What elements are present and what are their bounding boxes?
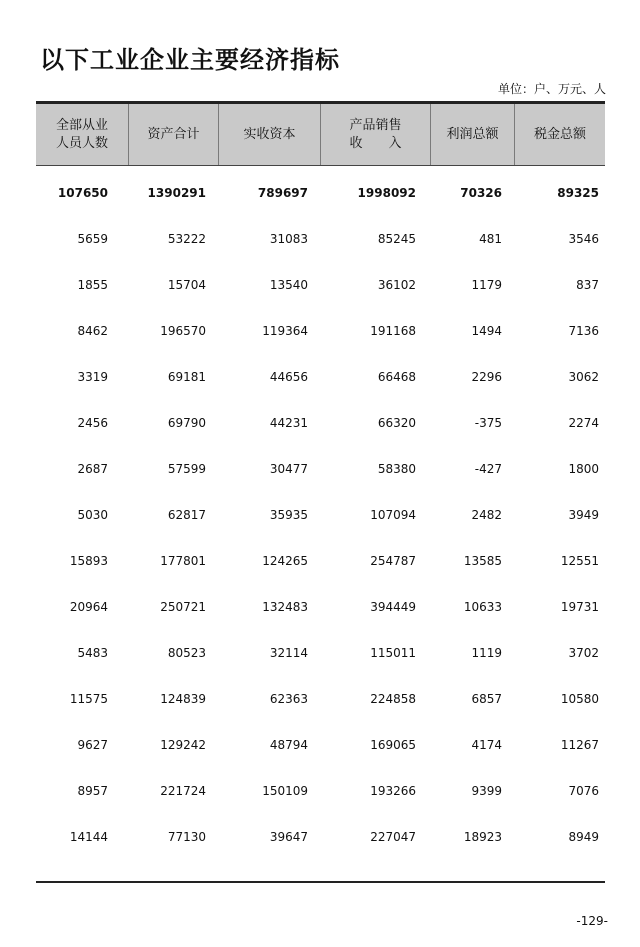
page-title: 以下工业企业主要经济指标 (40, 45, 340, 74)
cell-employees: 20964 (69, 600, 108, 614)
cell-total-tax: 1800 (568, 462, 599, 476)
cell-employees: 2456 (77, 416, 108, 430)
cell-total-profit: 1179 (471, 278, 502, 292)
cell-paid-in-capital: 48794 (269, 738, 308, 752)
cell-total-tax: 7136 (568, 324, 599, 338)
cell-total-assets: 15704 (167, 278, 206, 292)
cell-paid-in-capital: 31083 (269, 232, 308, 246)
cell-paid-in-capital: 119364 (262, 324, 308, 338)
cell-employees: 15893 (69, 554, 108, 568)
table-row (36, 216, 605, 262)
cell-total-profit: 70326 (460, 186, 502, 200)
cell-total-profit: 2296 (471, 370, 502, 384)
cell-paid-in-capital: 44656 (269, 370, 308, 384)
cell-total-tax: 89325 (557, 186, 599, 200)
cell-paid-in-capital: 30477 (269, 462, 308, 476)
table-row-total (36, 170, 605, 216)
cell-employees: 5659 (77, 232, 108, 246)
cell-employees: 2687 (77, 462, 108, 476)
cell-total-assets: 80523 (167, 646, 206, 660)
table-row (36, 262, 605, 308)
table-row (36, 768, 605, 814)
cell-total-profit: 18923 (463, 830, 502, 844)
table-row (36, 446, 605, 492)
cell-employees: 1855 (77, 278, 108, 292)
cell-total-assets: 57599 (167, 462, 206, 476)
cell-total-assets: 221724 (160, 784, 206, 798)
cell-total-profit: 1119 (471, 646, 502, 660)
cell-total-assets: 69181 (167, 370, 206, 384)
cell-employees: 8957 (77, 784, 108, 798)
cell-total-profit: 2482 (471, 508, 502, 522)
cell-sales-revenue: 1998092 (357, 186, 416, 200)
cell-total-assets: 129242 (160, 738, 206, 752)
cell-total-assets: 69790 (167, 416, 206, 430)
cell-total-tax: 3546 (568, 232, 599, 246)
cell-sales-revenue: 85245 (377, 232, 416, 246)
cell-total-assets: 77130 (167, 830, 206, 844)
cell-total-profit: 10633 (463, 600, 502, 614)
cell-sales-revenue: 227047 (370, 830, 416, 844)
cell-total-profit: -375 (474, 416, 502, 430)
cell-paid-in-capital: 150109 (262, 784, 308, 798)
cell-total-tax: 837 (576, 278, 599, 292)
cell-sales-revenue: 193266 (370, 784, 416, 798)
table-bottom-rule (36, 881, 605, 883)
cell-sales-revenue: 36102 (377, 278, 416, 292)
cell-sales-revenue: 191168 (370, 324, 416, 338)
cell-employees: 107650 (57, 186, 108, 200)
cell-employees: 14144 (69, 830, 108, 844)
unit-note: 单位：户、万元、人 (497, 82, 606, 96)
table-body (36, 170, 605, 860)
cell-total-profit: -427 (474, 462, 502, 476)
cell-employees: 9627 (77, 738, 108, 752)
cell-paid-in-capital: 132483 (262, 600, 308, 614)
cell-paid-in-capital: 32114 (269, 646, 308, 660)
cell-sales-revenue: 115011 (370, 646, 416, 660)
header-total-tax: 税金总额 (514, 104, 605, 165)
cell-total-tax: 11267 (560, 738, 599, 752)
cell-sales-revenue: 394449 (370, 600, 416, 614)
header-employees: 全部从业 人员人数 (55, 117, 108, 151)
cell-total-tax: 10580 (560, 692, 599, 706)
cell-total-assets: 53222 (167, 232, 206, 246)
cell-paid-in-capital: 35935 (269, 508, 308, 522)
header-total-profit: 利润总额 (430, 104, 514, 165)
cell-total-profit: 9399 (471, 784, 502, 798)
cell-sales-revenue: 107094 (370, 508, 416, 522)
table-row (36, 676, 605, 722)
cell-employees: 11575 (69, 692, 108, 706)
table-row (36, 814, 605, 860)
header-sales-revenue: 产品销售 收 入 (320, 104, 430, 165)
cell-total-profit: 13585 (463, 554, 502, 568)
cell-employees: 3319 (77, 370, 108, 384)
table-row (36, 354, 605, 400)
cell-total-tax: 3949 (568, 508, 599, 522)
cell-paid-in-capital: 13540 (269, 278, 308, 292)
page-number: -129- (576, 914, 608, 928)
header-paid-in-capital: 实收资本 (218, 104, 320, 165)
cell-sales-revenue: 254787 (370, 554, 416, 568)
table-header (36, 104, 605, 166)
cell-sales-revenue: 224858 (370, 692, 416, 706)
cell-employees: 8462 (77, 324, 108, 338)
table-row (36, 308, 605, 354)
cell-employees: 5483 (77, 646, 108, 660)
cell-total-assets: 250721 (160, 600, 206, 614)
table-row (36, 584, 605, 630)
table-row (36, 722, 605, 768)
cell-total-tax: 12551 (560, 554, 599, 568)
cell-total-assets: 1390291 (147, 186, 206, 200)
cell-sales-revenue: 66468 (377, 370, 416, 384)
cell-sales-revenue: 58380 (377, 462, 416, 476)
cell-paid-in-capital: 44231 (269, 416, 308, 430)
cell-sales-revenue: 169065 (370, 738, 416, 752)
cell-total-profit: 1494 (471, 324, 502, 338)
cell-paid-in-capital: 62363 (269, 692, 308, 706)
cell-total-tax: 3062 (568, 370, 599, 384)
cell-total-profit: 6857 (471, 692, 502, 706)
cell-total-profit: 481 (479, 232, 502, 246)
cell-employees: 5030 (77, 508, 108, 522)
cell-sales-revenue: 66320 (377, 416, 416, 430)
cell-total-tax: 19731 (560, 600, 599, 614)
header-total-assets: 资产合计 (128, 104, 218, 165)
cell-total-tax: 7076 (568, 784, 599, 798)
cell-total-tax: 2274 (568, 416, 599, 430)
table-row (36, 630, 605, 676)
cell-total-assets: 124839 (160, 692, 206, 706)
cell-paid-in-capital: 39647 (269, 830, 308, 844)
cell-total-assets: 177801 (160, 554, 206, 568)
table-row (36, 492, 605, 538)
cell-paid-in-capital: 789697 (257, 186, 308, 200)
cell-total-tax: 3702 (568, 646, 599, 660)
cell-paid-in-capital: 124265 (262, 554, 308, 568)
cell-total-assets: 62817 (167, 508, 206, 522)
table-row (36, 400, 605, 446)
table-row (36, 538, 605, 584)
cell-total-profit: 4174 (471, 738, 502, 752)
cell-total-assets: 196570 (160, 324, 206, 338)
cell-total-tax: 8949 (568, 830, 599, 844)
